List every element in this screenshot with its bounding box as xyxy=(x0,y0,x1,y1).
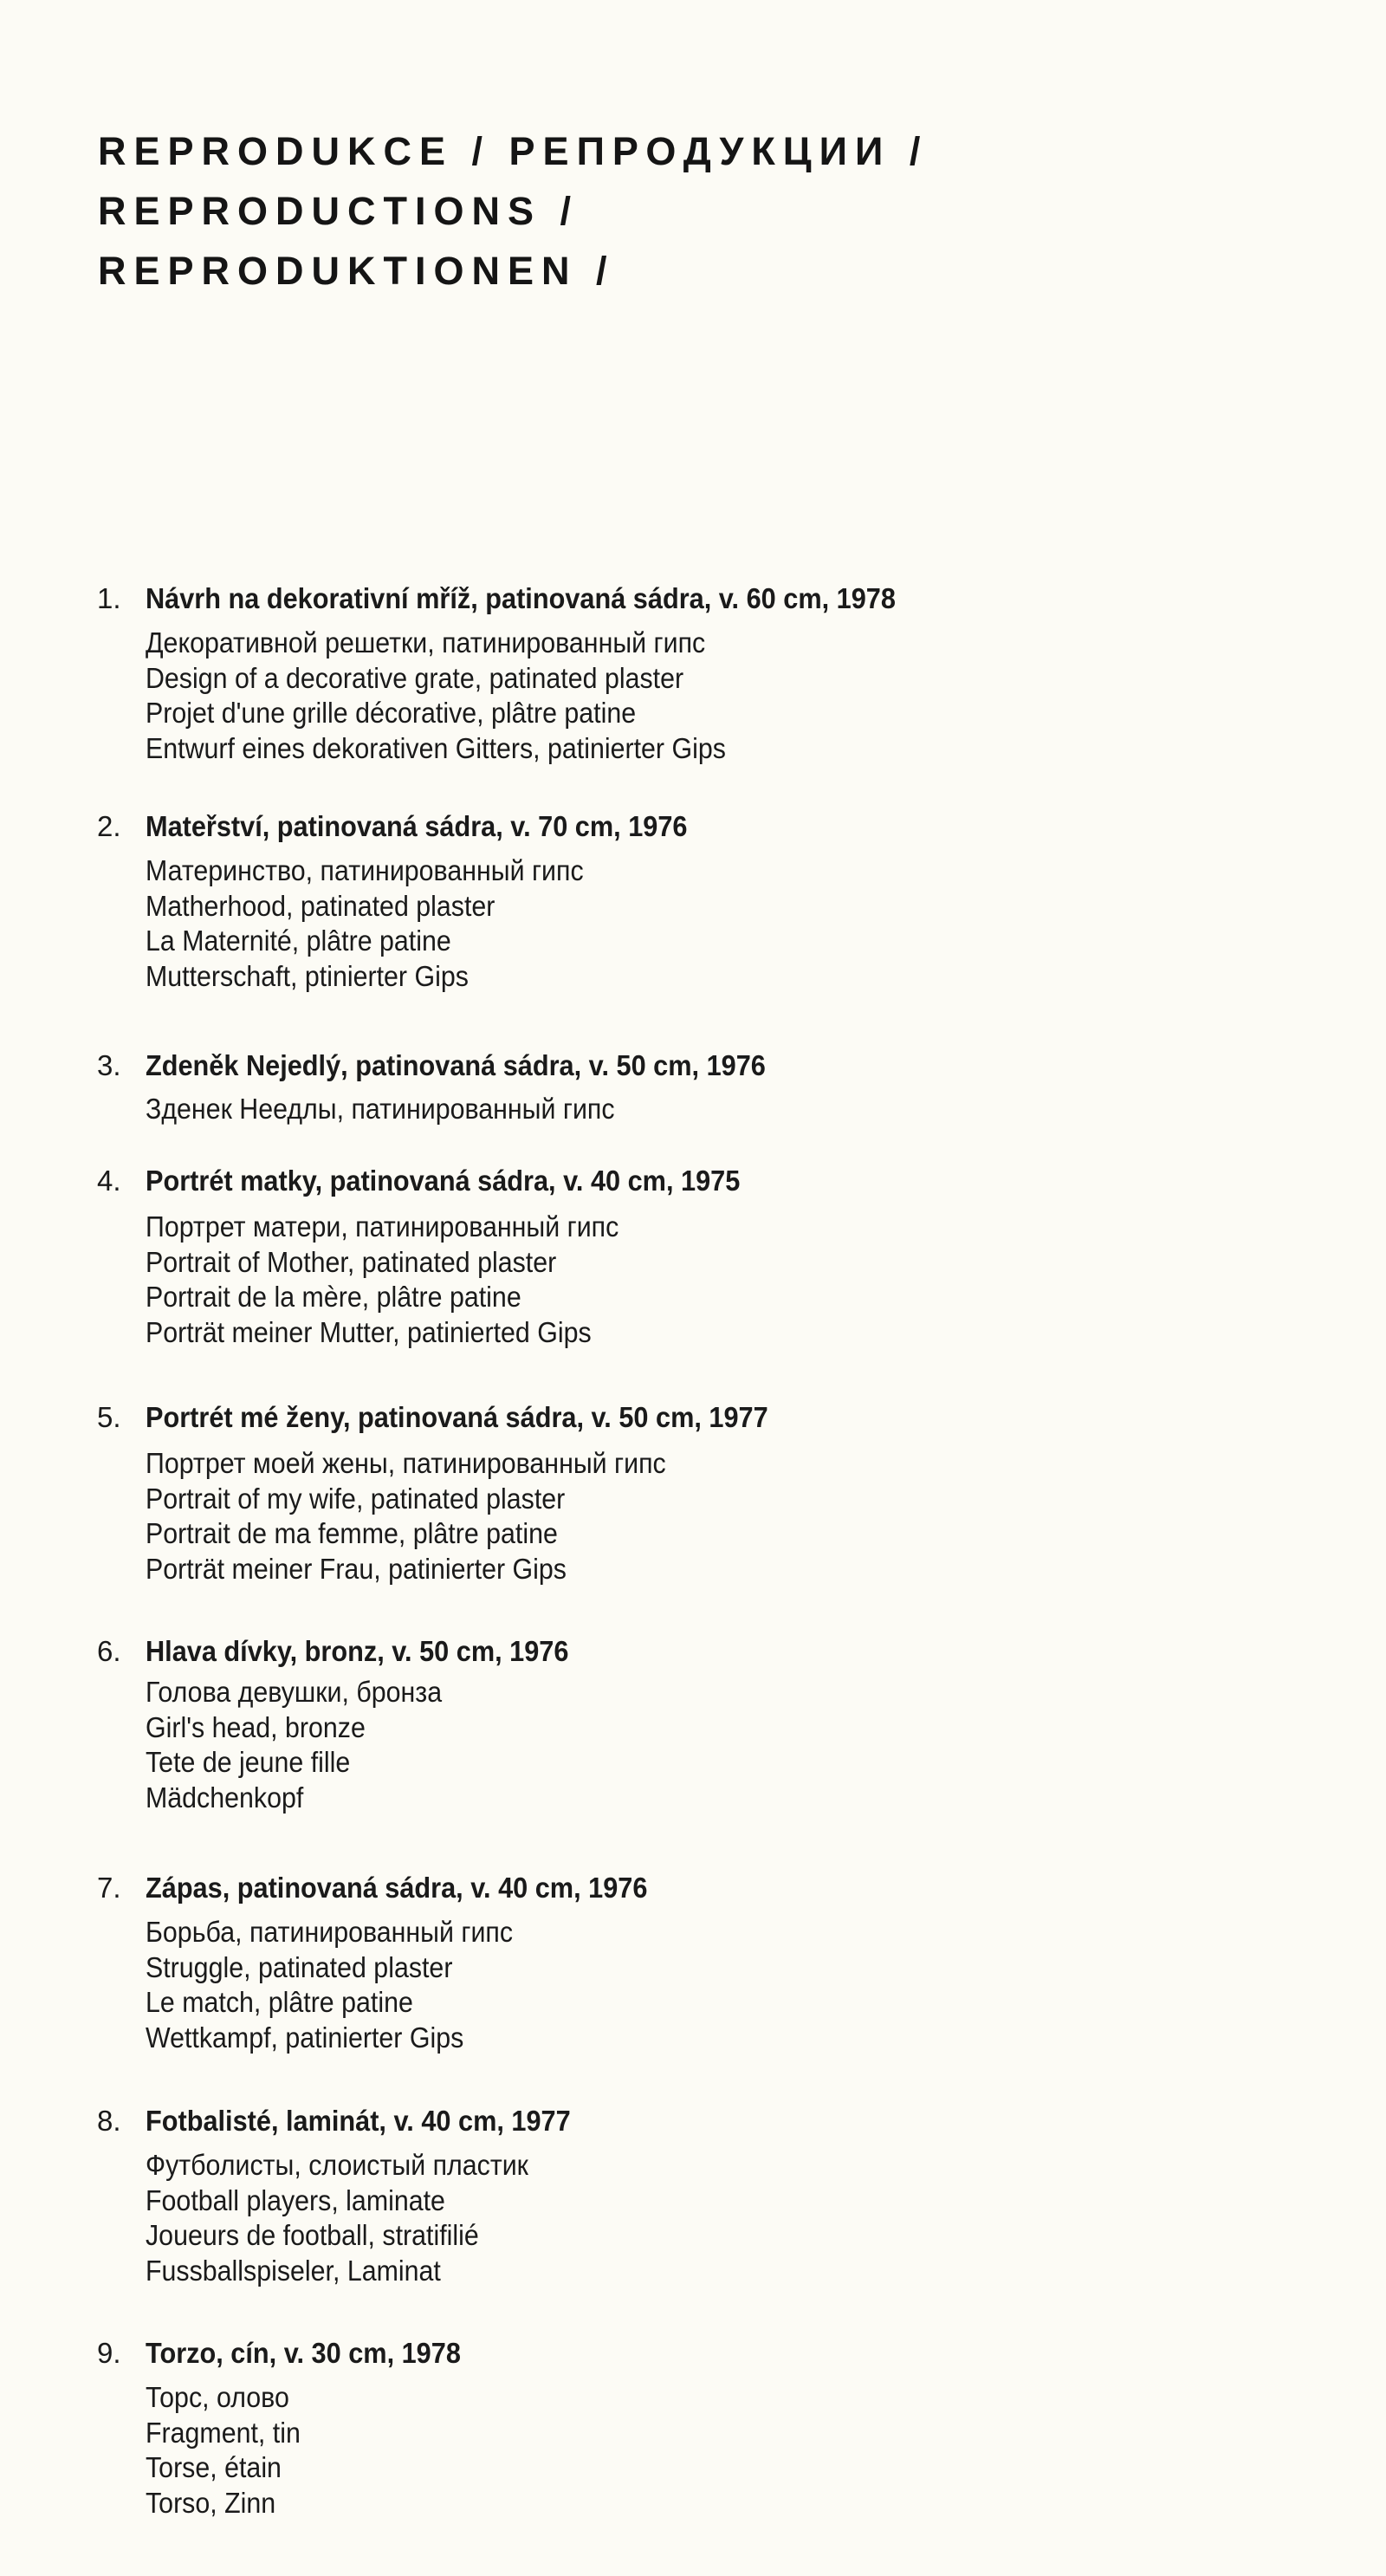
item-translations xyxy=(146,1675,442,1815)
translation-line: Fragment, tin xyxy=(146,2416,301,2449)
page-heading xyxy=(98,121,928,301)
item-number: 6. xyxy=(97,1635,121,1667)
item-title: Torzo, cín, v. 30 cm, 1978 xyxy=(146,2337,461,2369)
item-translations xyxy=(146,626,726,766)
item-translations xyxy=(146,1092,615,1127)
translation-line: Design of a decorative grate, patinated plaster xyxy=(146,661,684,694)
translation-line: La Maternité, plâtre patine xyxy=(146,925,451,957)
item-number: 3. xyxy=(97,1049,121,1081)
item-translations xyxy=(146,1915,513,2055)
translation-line: Portrait de la mère, plâtre patine xyxy=(146,1281,521,1313)
translation-line: Joueurs de football, stratifilié xyxy=(146,2219,479,2251)
item-number: 5. xyxy=(97,1401,121,1433)
translation-line: Портрет моей жены, патинированный гипс xyxy=(146,1447,666,1479)
translation-line: Struggle, patinated plaster xyxy=(146,1950,453,1983)
translation-line: Wettkampf, patinierter Gips xyxy=(146,2021,464,2054)
item-title: Portrét matky, patinovaná sádra, v. 40 cm, 1975 xyxy=(146,1165,741,1197)
translation-line: Mädchenkopf xyxy=(146,1781,304,1814)
item-number: 7. xyxy=(97,1872,121,1904)
item-number: 8. xyxy=(97,2105,121,2137)
item-title: Fotbalisté, laminát, v. 40 cm, 1977 xyxy=(146,2105,571,2137)
translation-line: Entwurf eines dekorativen Gitters, patinierter Gips xyxy=(146,731,726,764)
item-title: Mateřství, patinovaná sádra, v. 70 cm, 1976 xyxy=(146,810,688,842)
item-translations xyxy=(146,2148,528,2288)
translation-line: Portrait of my wife, patinated plaster xyxy=(146,1482,566,1515)
heading-line-german: REPRODUKTIONEN / xyxy=(98,249,615,293)
translation-line: Football players, laminate xyxy=(146,2183,445,2216)
translation-line: Torse, étain xyxy=(146,2451,282,2483)
heading-line-czech-russian: REPRODUKCE / РЕПРОДУКЦИИ / xyxy=(98,129,929,173)
item-title: Zápas, patinovaná sádra, v. 40 cm, 1976 xyxy=(146,1872,648,1904)
item-translations xyxy=(146,2380,301,2521)
translation-line: Портрет матери, патинированный гипс xyxy=(146,1210,619,1243)
item-title: Zdeněk Nejedlý, patinovaná sádra, v. 50 cm, 1976 xyxy=(146,1049,766,1081)
translation-line: Matherhood, patinated plaster xyxy=(146,889,495,922)
translation-line: Декоративной решетки, патинированный гипс xyxy=(146,626,706,659)
translation-line: Mutterschaft, ptinierter Gips xyxy=(146,959,469,992)
translation-line: Торс, олово xyxy=(146,2381,289,2413)
translation-line: Футболисты, слоистый пластик xyxy=(146,2149,528,2181)
translation-line: Porträt meiner Frau, patinierter Gips xyxy=(146,1552,567,1585)
translation-line: Portrait of Mother, patinated plaster xyxy=(146,1245,557,1278)
translation-line: Голова девушки, бронза xyxy=(146,1676,443,1708)
item-title: Portrét mé ženy, patinovaná sádra, v. 50 cm, 1977 xyxy=(146,1401,768,1433)
item-title: Hlava dívky, bronz, v. 50 cm, 1976 xyxy=(146,1635,569,1667)
translation-line: Зденек Неедлы, патинированный гипс xyxy=(146,1093,615,1125)
translation-line: Girl's head, bronze xyxy=(146,1710,366,1743)
item-translations xyxy=(146,1210,619,1350)
item-number: 9. xyxy=(97,2337,121,2369)
translation-line: Tete de jeune fille xyxy=(146,1746,351,1778)
translation-line: Борьба, патинированный гипс xyxy=(146,1916,514,1948)
translation-line: Portrait de ma femme, plâtre patine xyxy=(146,1517,558,1549)
translation-line: Материнство, патинированный гипс xyxy=(146,854,584,886)
translation-line: Projet d'une grille décorative, plâtre patine xyxy=(146,697,637,729)
translation-line: Torso, Zinn xyxy=(146,2486,276,2519)
translation-line: Le match, plâtre patine xyxy=(146,1986,413,2018)
item-number: 2. xyxy=(97,810,121,842)
item-title: Návrh na dekorativní mříž, patinovaná sádra, v. 60 cm, 1978 xyxy=(146,582,896,614)
translation-line: Porträt meiner Mutter, patinierted Gips xyxy=(146,1315,592,1348)
item-number: 1. xyxy=(97,582,121,614)
item-translations xyxy=(146,853,584,994)
translation-line: Fussballspiseler, Laminat xyxy=(146,2254,441,2287)
heading-line-english: REPRODUCTIONS / xyxy=(98,189,580,233)
item-translations xyxy=(146,1446,666,1586)
item-number: 4. xyxy=(97,1165,121,1197)
